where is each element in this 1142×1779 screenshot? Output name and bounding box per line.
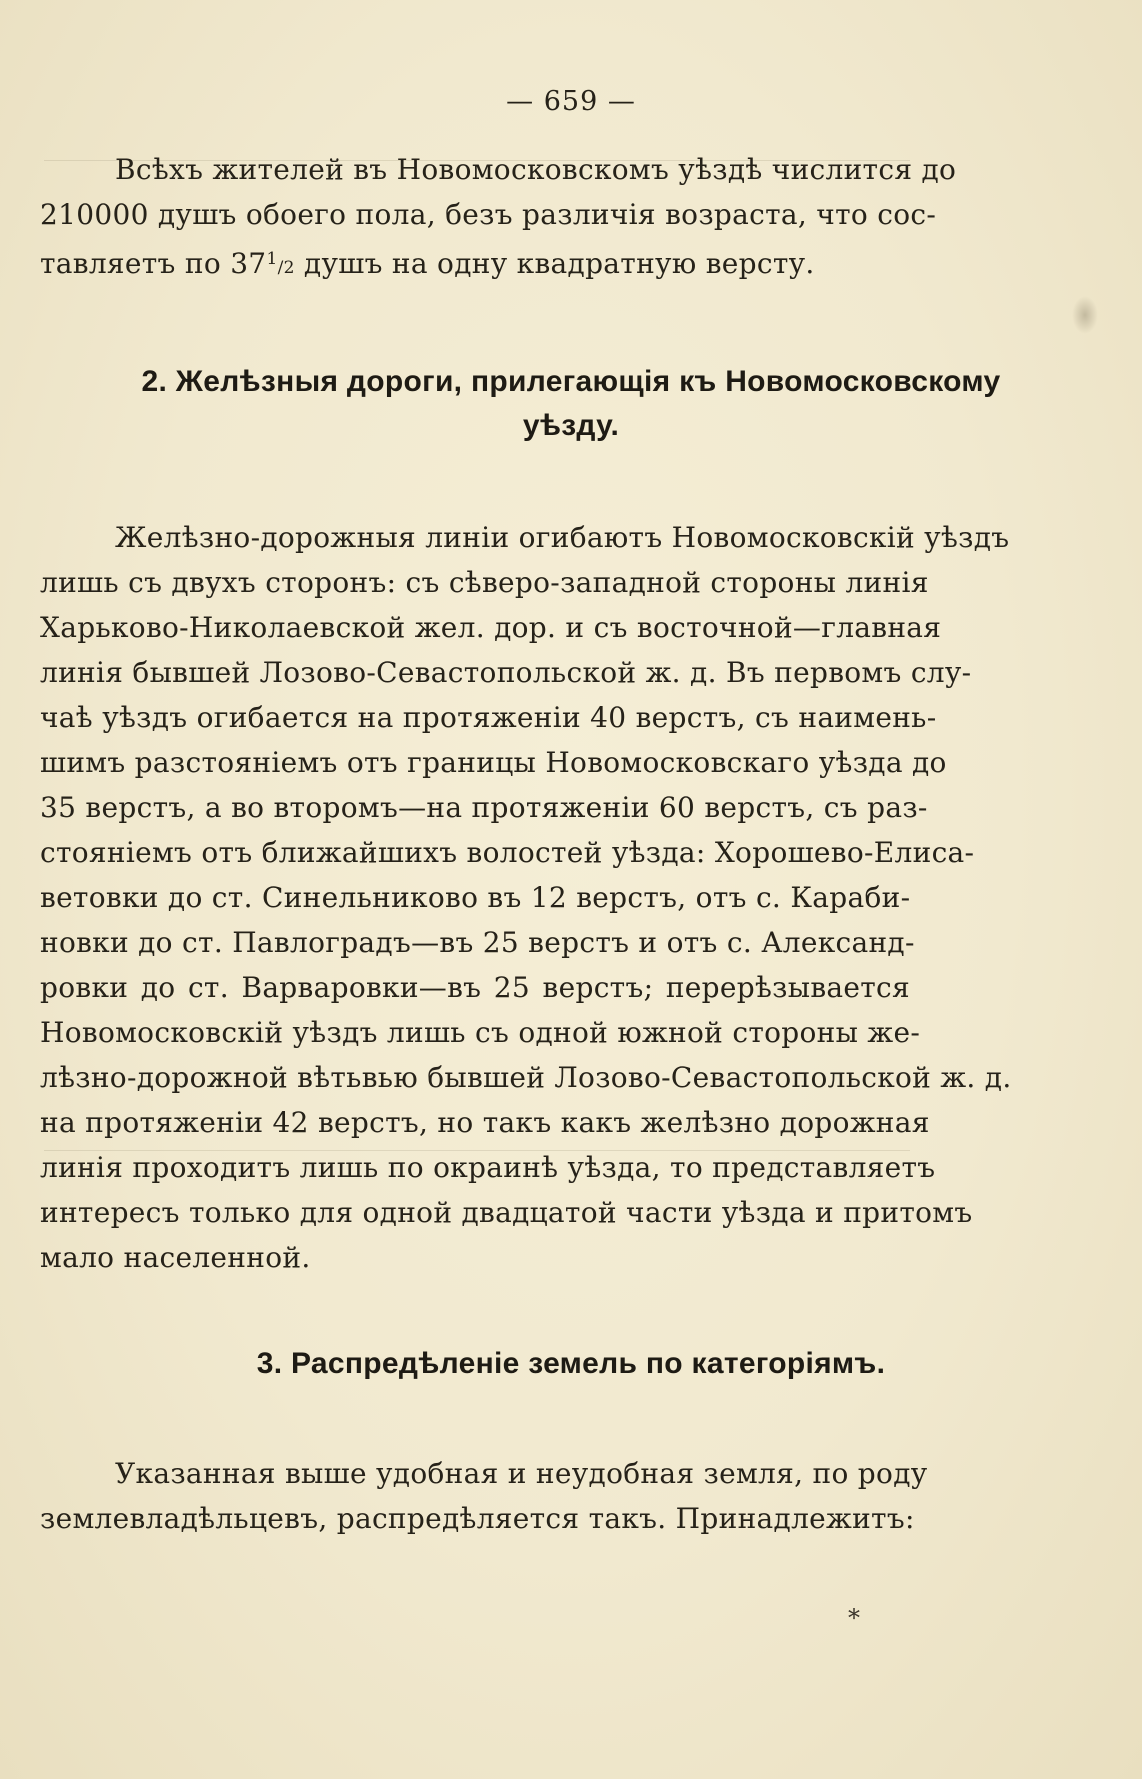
text-line: лѣзно-дорожной вѣтьвью бывшей Лозово-Севастопольской ж. д. xyxy=(40,1061,1012,1094)
text-line: Указанная выше удобная и неудобная земля, по роду xyxy=(115,1457,928,1490)
text-line: Новомосковскій уѣздъ лишь съ одной южной стороны же- xyxy=(40,1016,921,1049)
text-line: 210000 душъ обоего пола, безъ различія возраста, что сос- xyxy=(40,198,937,231)
text-line: мало населенной. xyxy=(40,1241,311,1274)
text-line: ветовки до ст. Синельниково въ 12 верстъ, отъ с. Караби- xyxy=(40,881,911,914)
section-heading-line: 2. Желѣзныя дороги, прилегающія къ Новомосковскому xyxy=(141,365,1001,398)
section-3-paragraph xyxy=(40,1451,928,1541)
text-line: Желѣзно-дорожныя линіи огибаютъ Новомосковскій уѣздъ xyxy=(115,521,1010,554)
text-line: линія проходитъ лишь по окраинѣ уѣзда, то представляетъ xyxy=(40,1151,936,1184)
page-number: — 659 — xyxy=(506,86,636,117)
text-fragment: душъ на одну квадратную версту. xyxy=(303,247,815,280)
section-2-paragraph xyxy=(40,515,1012,1280)
text-line: лишь съ двухъ сторонъ: съ сѣверо-западной стороны линія xyxy=(40,566,929,599)
paper-smudge xyxy=(1072,296,1098,334)
section-heading xyxy=(0,1342,1142,1386)
text-line: 35 верстъ, а во второмъ—на протяженіи 60 верстъ, съ раз- xyxy=(40,791,928,824)
fraction-denominator: /2 xyxy=(277,258,295,278)
asterisk-mark: * xyxy=(848,1604,860,1632)
text-line: шимъ разстояніемъ отъ границы Новомосковскаго уѣзда до xyxy=(40,746,947,779)
text-line: новки до ст. Павлоградъ—въ 25 верстъ и отъ с. Александ- xyxy=(40,926,915,959)
section-heading-line: уѣзду. xyxy=(522,409,620,442)
text-line: стояніемъ отъ ближайшихъ волостей уѣзда: Хорошево-Елиса- xyxy=(40,836,975,869)
section-heading-line: 3. Распредѣленіе земель по категоріямъ. xyxy=(256,1347,886,1380)
text-line: ровки до ст. Варваровки—въ 25 верстъ; перерѣзывается xyxy=(40,971,910,1004)
text-line: линія бывшей Лозово-Севастопольской ж. д. Въ первомъ слу- xyxy=(40,656,972,689)
intro-paragraph xyxy=(40,147,957,282)
text-line: землевладѣльцевъ, распредѣляется такъ. Принадлежитъ: xyxy=(40,1502,915,1535)
fraction-numerator: 1 xyxy=(266,249,278,269)
text-line: Всѣхъ жителей въ Новомосковскомъ уѣздѣ числится до xyxy=(115,153,957,186)
text-fragment: тавляетъ по 37 xyxy=(40,247,267,280)
text-line-with-fraction xyxy=(40,237,910,282)
text-line: на протяженіи 42 верстъ, но такъ какъ желѣзно дорожная xyxy=(40,1106,930,1139)
text-line: чаѣ уѣздъ огибается на протяженіи 40 верстъ, съ наимень- xyxy=(40,701,937,734)
text-line: интересъ только для одной двадцатой части уѣзда и притомъ xyxy=(40,1196,973,1229)
section-heading xyxy=(0,360,1142,448)
text-line: Харьково-Николаевской жел. дор. и съ восточной—главная xyxy=(40,611,942,644)
